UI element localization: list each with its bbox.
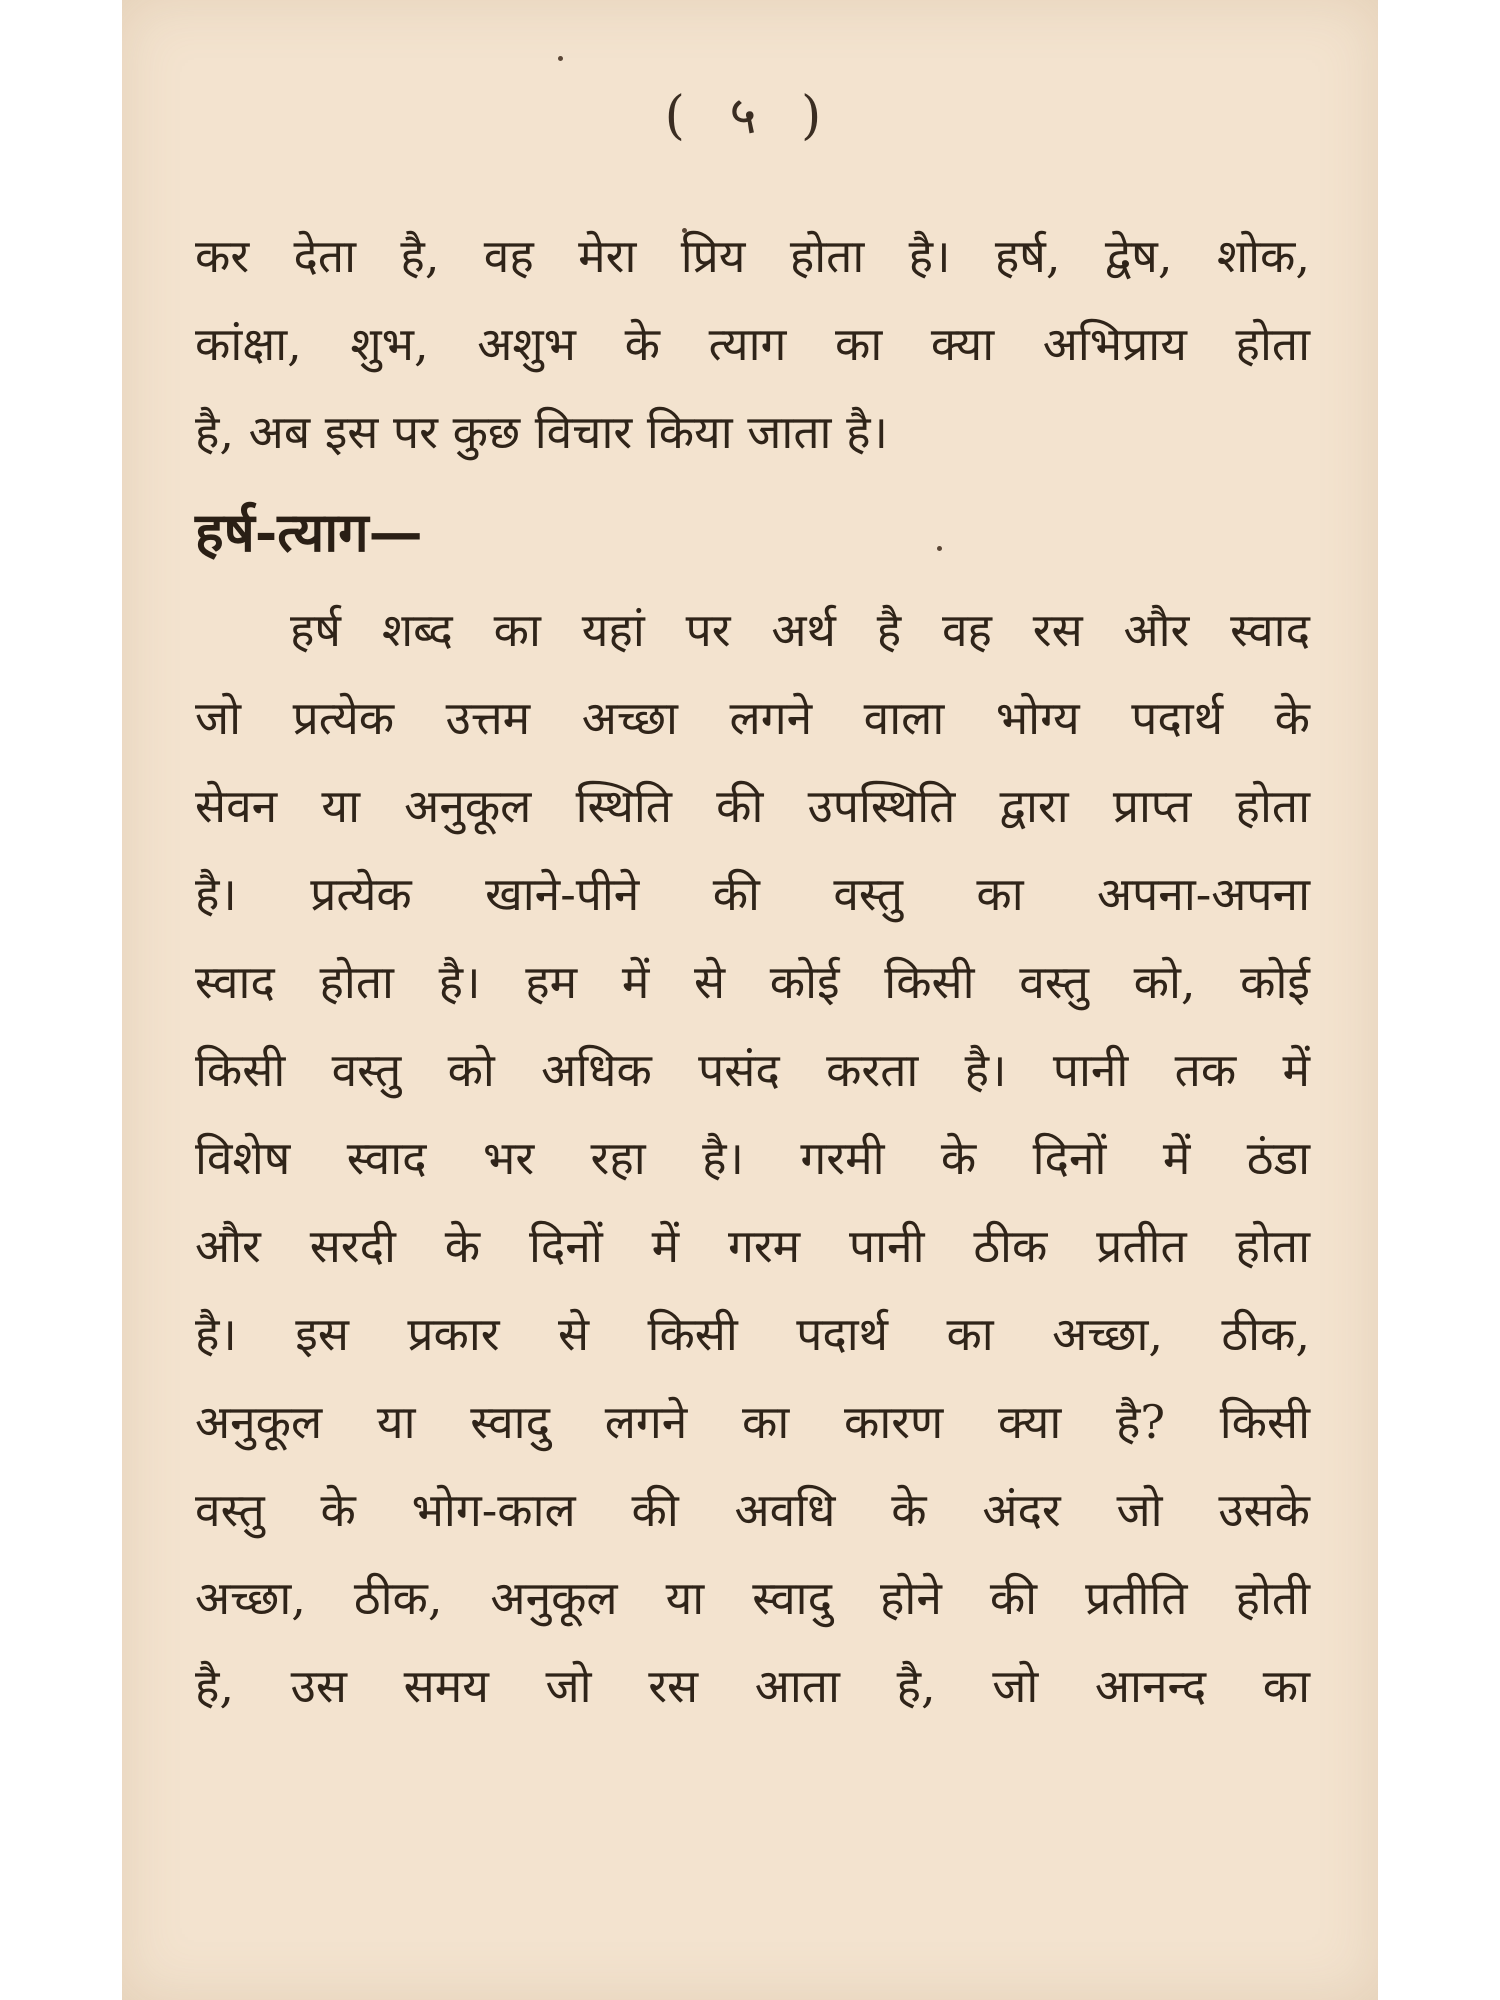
text-line: है। इस प्रकार से किसी पदार्थ का अच्छा, ठीक,: [195, 1307, 1310, 1361]
text-line: किसी वस्तु को अधिक पसंद करता है। पानी तक में: [195, 1043, 1310, 1097]
text-line: और सरदी के दिनों में गरम पानी ठीक प्रतीत होता: [195, 1219, 1310, 1273]
ink-speck: [558, 56, 563, 61]
text-line: जो प्रत्येक उत्तम अच्छा लगने वाला भोग्य पदार्थ के: [195, 691, 1310, 745]
text-line: स्वाद होता है। हम में से कोई किसी वस्तु को, कोई: [195, 955, 1310, 1009]
text-line: सेवन या अनुकूल स्थिति की उपस्थिति द्वारा प्राप्त होता: [195, 779, 1310, 833]
text-line: है। प्रत्येक खाने-पीने की वस्तु का अपना-अपना: [195, 867, 1310, 921]
text-line: अनुकूल या स्वादु लगने का कारण क्या है? किसी: [195, 1395, 1310, 1449]
text-line: हर्ष शब्द का यहां पर अर्थ है वह रस और स्वाद: [290, 603, 1310, 657]
text-line: अच्छा, ठीक, अनुकूल या स्वादु होने की प्रतीति होती: [195, 1571, 1310, 1625]
text-line: है, अब इस पर कुछ विचार किया जाता है।: [195, 405, 888, 459]
text-line: कर देता है, वह मेरा प्रिय होता है। हर्ष, द्वेष, शोक,: [195, 229, 1310, 283]
page-text: [195, 212, 1310, 1730]
text-line: वस्तु के भोग-काल की अवधि के अंदर जो उसके: [195, 1483, 1310, 1537]
text-line: है, उस समय जो रस आता है, जो आनन्द का: [195, 1659, 1310, 1713]
section-heading: हर्ष-त्याग—: [195, 500, 423, 564]
text-line: विशेष स्वाद भर रहा है। गरमी के दिनों में ठंडा: [195, 1131, 1310, 1185]
text-line: कांक्षा, शुभ, अशुभ के त्याग का क्या अभिप्राय होता: [195, 317, 1310, 371]
page-number: ( ५ ): [664, 86, 836, 146]
